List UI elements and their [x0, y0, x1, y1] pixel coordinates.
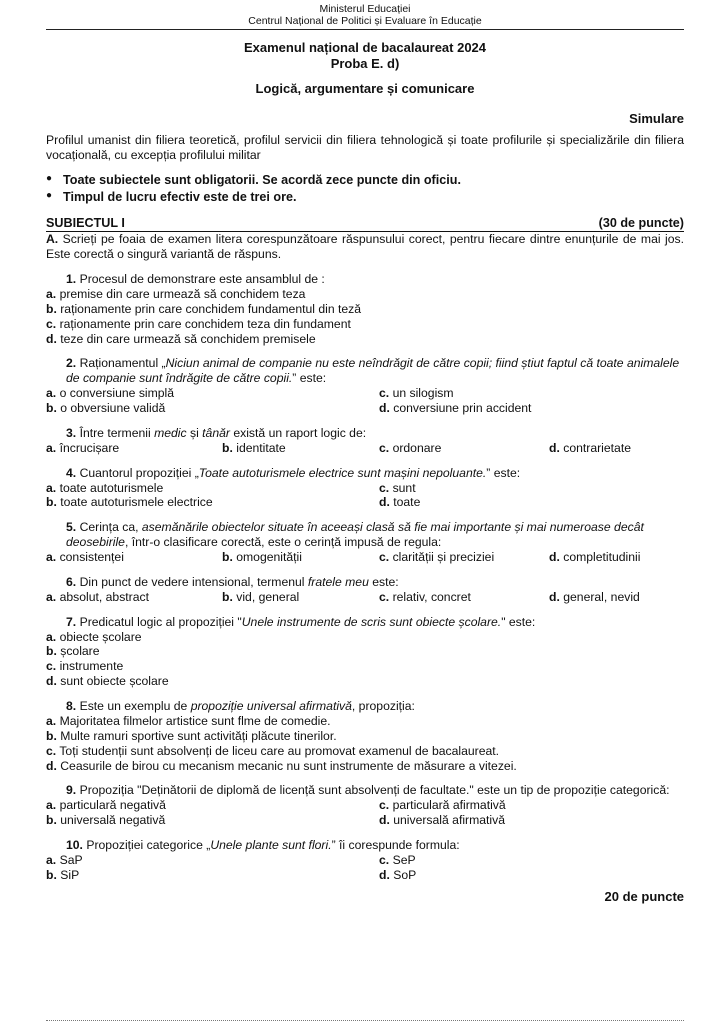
question-number: 6.: [66, 574, 77, 589]
option-c: c. SeP: [379, 852, 416, 867]
option-d: d. sunt obiecte școlare: [46, 674, 169, 689]
option-a: a. încrucișare: [46, 440, 120, 455]
center-name: Centrul Național de Politici și Evaluare în Educație: [248, 15, 482, 28]
option-c: c. clarității și preciziei: [379, 550, 495, 565]
option-d: d. general, nevid: [549, 589, 640, 604]
subject-instruction: [46, 232, 684, 262]
option-b: b. universală negativă: [46, 813, 166, 828]
option-b: b. toate autoturismele electrice: [46, 495, 213, 510]
question-7: [46, 615, 684, 689]
exam-profile: Profilul umanist din filiera teoretică, profilul servicii din filiera tehnologică și toate profilurile și specializările din filiera vocațională, cu excepția profilului militar: [46, 132, 684, 162]
question-1: [46, 272, 684, 346]
question-text: 2. Raționamentul „Niciun animal de companie nu este neîndrăgit de către copii; fiind știut faptul că toate animalele de companie sunt îndrăgite de către copii.” este:: [66, 356, 680, 386]
option-b: b. omogenității: [222, 550, 302, 565]
option-d: d. Ceasurile de birou cu mecanism mecanic nu sunt instrumente de măsurare a vitezei.: [46, 758, 517, 773]
rule-item: ● Timpul de lucru efectiv este de trei ore.: [46, 190, 684, 205]
option-a: a. obiecte școlare: [46, 629, 142, 644]
option-b: b. Multe ramuri sportive sunt activități plăcute tinerilor.: [46, 728, 337, 743]
question-number: 9.: [66, 783, 77, 798]
question-number: 5.: [66, 520, 77, 535]
section-points: 20 de puncte: [604, 888, 684, 904]
option-b: b. SiP: [46, 867, 80, 882]
option-b: b. o obversiune validă: [46, 401, 166, 416]
option-a: a. particulară negativă: [46, 798, 166, 813]
option-c: c. instrumente: [46, 659, 124, 674]
option-d: d. teze din care urmează să conchidem premisele: [46, 331, 316, 346]
question-text: 9. Propoziția "Deținătorii de diplomă de licență sunt absolvenți de facultate." este un tip de propoziție categorică:: [66, 783, 670, 798]
subject-name: SUBIECTUL I: [46, 216, 125, 231]
subject-points: (30 de puncte): [598, 216, 684, 231]
exam-title-block: [46, 40, 684, 73]
question-8: [46, 699, 684, 773]
option-a: a. premise din care urmează să conchidem teza: [46, 286, 306, 301]
subject-heading: [46, 217, 684, 232]
options-grid: [46, 590, 684, 605]
question-text: 8. Este un exemplu de propoziție universal afirmativă, propoziția:: [66, 699, 415, 714]
option-d: d. conversiune prin accident: [379, 401, 532, 416]
footer-cut-line: [46, 1020, 684, 1024]
option-d: d. completitudinii: [549, 550, 641, 565]
option-b: b. școlare: [46, 644, 100, 659]
question-number: 7.: [66, 614, 77, 629]
options-grid: [46, 550, 684, 565]
options-grid: [46, 441, 684, 456]
question-10: [46, 838, 684, 883]
question-text: 6. Din punct de vedere intensional, termenul fratele meu este:: [66, 574, 399, 589]
rules-list: [46, 173, 684, 206]
question-5: [46, 520, 684, 565]
question-number: 3.: [66, 425, 77, 440]
rule-item: ● Toate subiectele sunt obligatorii. Se acordă zece puncte din oficiu.: [46, 173, 684, 188]
exam-type: Simulare: [629, 111, 684, 127]
option-d: d. toate: [379, 495, 421, 510]
option-a: a. consistenței: [46, 550, 124, 565]
option-c: c. relativ, concret: [379, 589, 471, 604]
question-number: 2.: [66, 356, 77, 371]
option-d: d. contrarietate: [549, 440, 631, 455]
question-number: 10.: [66, 838, 83, 853]
exam-title: Examenul național de bacalaureat 2024: [243, 39, 487, 55]
exam-test: Proba E. d): [330, 56, 400, 71]
option-c: c. particulară afirmativă: [379, 798, 506, 813]
options-grid: [46, 853, 684, 883]
options-grid: [46, 386, 684, 416]
option-a: a. SaP: [46, 852, 83, 867]
instruction-text: Scrieți pe foaia de examen litera corespunzătoare răspunsului corect, pentru fiecare dintre enunțurile de mai jos. Este corectă o singură variantă de răspuns.: [46, 232, 684, 262]
header-divider: [46, 29, 684, 30]
question-stem: Procesul de demonstrare este ansamblul de :: [79, 272, 325, 287]
options-grid: [46, 798, 684, 828]
question-text: 4. Cuantorul propoziției „Toate autoturismele electrice sunt mașini nepoluante.” este:: [66, 465, 521, 480]
question-text: [46, 272, 684, 287]
question-text: 10. Propoziției categorice „Unele plante sunt flori.” îi corespunde formula:: [66, 838, 460, 853]
option-d: d. universală afirmativă: [379, 813, 505, 828]
option-b: b. raționamente prin care conchidem fundamentul din teză: [46, 301, 362, 316]
option-a: a. absolut, abstract: [46, 589, 149, 604]
option-a: a. toate autoturismele: [46, 480, 164, 495]
question-3: [46, 426, 684, 456]
exam-subject: Logică, argumentare și comunicare: [255, 81, 475, 97]
option-c: c. ordonare: [379, 440, 442, 455]
question-number: 4.: [66, 465, 77, 480]
question-9: [46, 783, 684, 828]
question-4: [46, 466, 684, 511]
option-b: b. identitate: [222, 440, 286, 455]
option-c: c. raționamente prin care conchidem teza din fundament: [46, 316, 351, 331]
question-number: 8.: [66, 699, 77, 714]
option-a: a. Majoritatea filmelor artistice sunt flme de comedie.: [46, 713, 331, 728]
option-d: d. SoP: [379, 867, 417, 882]
options-grid: [46, 481, 684, 511]
option-c: c. Toți studenții sunt absolvenți de liceu care au promovat examenul de bacalaureat.: [46, 743, 500, 758]
question-2: [46, 356, 684, 416]
page-header: [46, 0, 684, 28]
option-b: b. vid, general: [222, 589, 300, 604]
option-a: a. o conversiune simplă: [46, 386, 175, 401]
ministry-name: Ministerul Educației: [319, 3, 411, 15]
option-c: c. sunt: [379, 480, 416, 495]
question-text: 7. Predicatul logic al propoziției "Unele instrumente de scris sunt obiecte școlare." este:: [66, 614, 536, 629]
question-number: 1.: [66, 272, 77, 287]
option-c: c. un silogism: [379, 386, 454, 401]
instruction-letter: A.: [46, 232, 59, 247]
question-text: 5. Cerința ca, asemănările obiectelor situate în aceeași clasă să fie mai importante și mai numeroase decât deosebirile, într-o clasificare corectă, este o cerință impusă de regula:: [66, 520, 644, 550]
question-6: [46, 575, 684, 605]
question-text: 3. Între termenii medic și tânăr există un raport logic de:: [66, 425, 367, 440]
